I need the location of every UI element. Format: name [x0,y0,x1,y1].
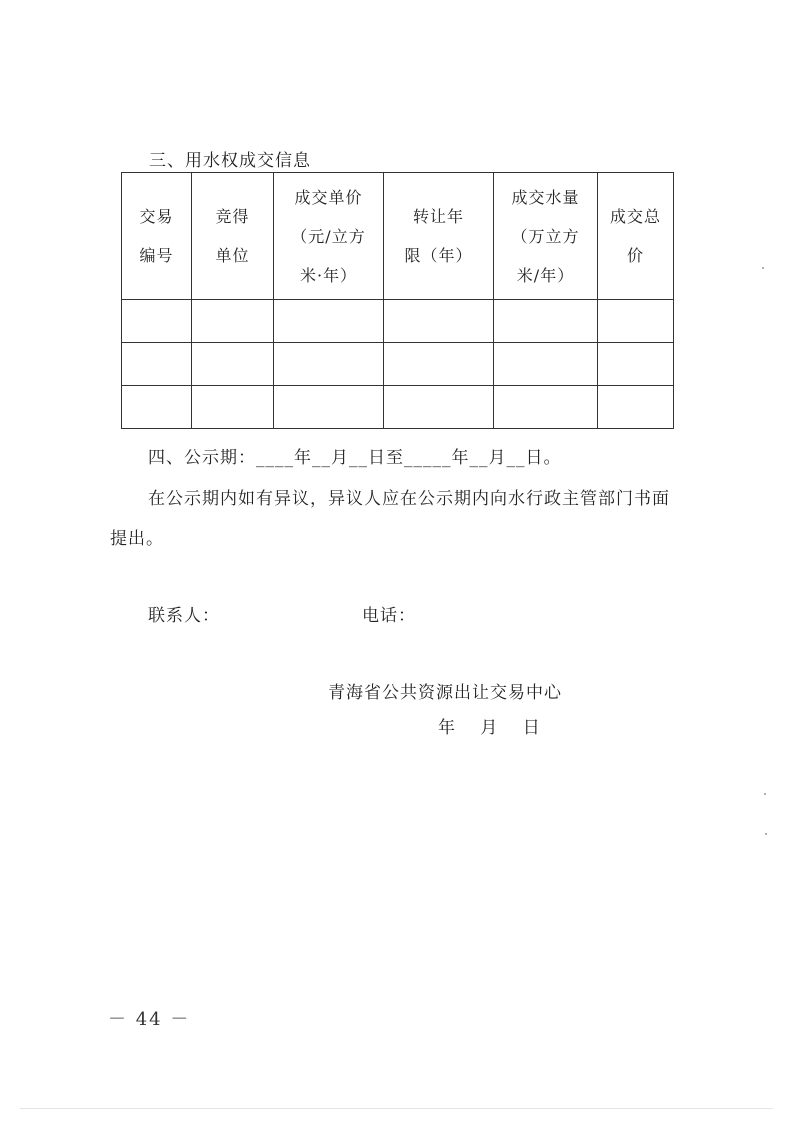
issuing-organization: 青海省公共资源出让交易中心 [328,683,562,703]
header-unit-price: 成交单价 （元/立方 米·年） [274,173,384,300]
table-cell [384,386,494,429]
table-cell [494,386,598,429]
page-number: － 44 － [108,1009,191,1030]
scan-speck [762,267,764,269]
scan-speck [765,833,767,835]
table-cell [274,300,384,343]
objection-text-line1: 在公示期内如有异议，异议人应在公示期内向水行政主管部门书面 [148,489,670,509]
objection-text-line2: 提出。 [110,529,164,549]
header-total-price: 成交总 价 [598,173,674,300]
table-cell [494,300,598,343]
table-cell [494,343,598,386]
page-bottom-edge [20,1108,773,1109]
table-cell [274,343,384,386]
table-cell [122,386,192,429]
table-row [122,343,674,386]
table-cell [598,386,674,429]
header-trade-number: 交易 编号 [122,173,192,300]
section-title: 三、用水权成交信息 [149,151,311,171]
header-winning-bidder: 竞得 单位 [192,173,274,300]
phone-label: 电话： [362,606,416,626]
trade-info-table [121,172,674,429]
table-row [122,300,674,343]
table-cell [598,343,674,386]
header-transfer-period: 转让年 限（年） [384,173,494,300]
scan-speck [764,793,766,795]
table-cell [384,300,494,343]
table-cell [122,300,192,343]
header-water-volume: 成交水量 （万立方 米/年） [494,173,598,300]
table-cell [384,343,494,386]
table-cell [192,386,274,429]
table-cell [192,343,274,386]
signature-date: 年 月 日 [438,718,541,738]
table-row [122,386,674,429]
table-header-row [122,173,674,300]
table-cell [192,300,274,343]
table-cell [122,343,192,386]
contact-person-label: 联系人： [148,606,220,626]
table-cell [598,300,674,343]
table-cell [274,386,384,429]
public-period-line: 四、公示期：____年__月__日至_____年__月__日。 [148,448,562,468]
